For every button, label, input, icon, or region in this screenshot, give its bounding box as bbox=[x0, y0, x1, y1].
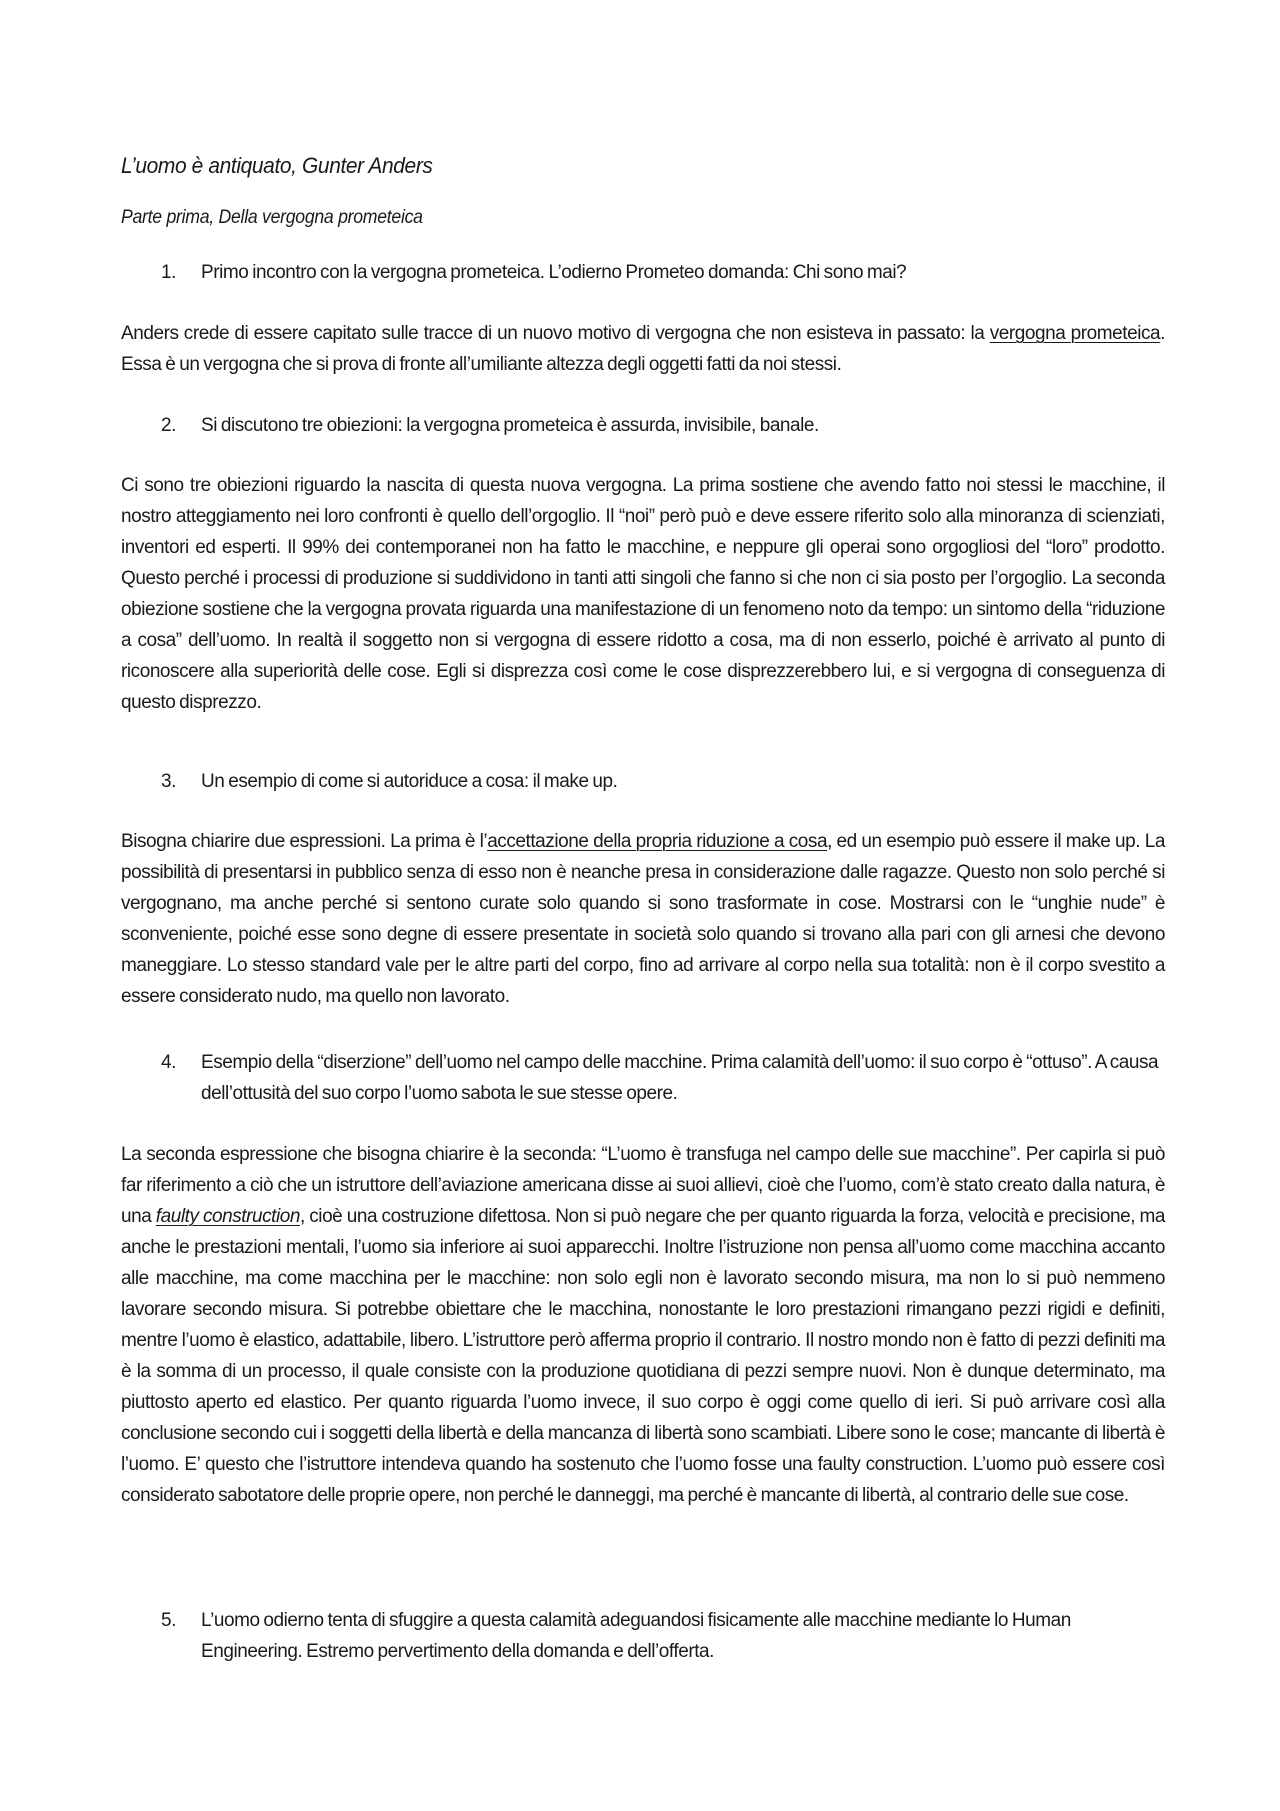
section-paragraph-1 bbox=[121, 318, 1165, 380]
section-number: 2. bbox=[161, 415, 176, 436]
underlined-term: accettazione della propria riduzione a cosa bbox=[487, 831, 828, 852]
section-heading-text: Un esempio di come si autoriduce a cosa: il make up. bbox=[201, 771, 618, 792]
underlined-italic-term: faulty construction bbox=[155, 1206, 300, 1227]
paragraph-text: Bisogna chiarire due espressioni. La prima è l’ bbox=[121, 831, 488, 852]
section-paragraph-2: Ci sono tre obiezioni riguardo la nascita di questa nuova vergogna. La prima sostiene che avendo fatto noi stessi le macchine, il nostro atteggiamento nei loro confronti è quello dell’orgoglio. Il “noi” però può e deve essere riferito solo alla minoranza di scienziati, inventori ed esperti. Il 99% dei contemporanei non ha fatto le macchine, e neppure gli operai sono orgogliosi del “loro” prodotto. Questo perché i processi di produzione si suddividono in tanti atti singoli che fanno si che non ci sia posto per l’orgoglio. La seconda obiezione sostiene che la vergogna provata riguarda una manifestazione di un fenomeno noto da tempo: un sintomo della “riduzione a cosa” dell’uomo. In realtà il soggetto non si vergogna di essere ridotto a cosa, ma di non esserlo, poiché è arrivato al punto di riconoscere alla superiorità delle cose. Egli si disprezza così come le cose disprezzerebbero lui, e si vergogna di conseguenza di questo disprezzo. bbox=[121, 475, 1165, 713]
section-heading-5 bbox=[161, 1605, 1165, 1667]
section-number: 3. bbox=[161, 771, 176, 792]
section-heading-text: Si discutono tre obiezioni: la vergogna prometeica è assurda, invisibile, banale. bbox=[201, 415, 819, 436]
section-number: 1. bbox=[161, 262, 176, 283]
underlined-term: vergogna prometeica bbox=[989, 323, 1161, 344]
section-heading-3 bbox=[161, 766, 1165, 797]
section-paragraph-4 bbox=[121, 1139, 1165, 1511]
paragraph-text: La seconda espressione che bisogna chiarire è la seconda: “L’uomo è transfuga nel campo delle sue macchine”. Per capirla si può far riferimento a ciò che un istruttore dell’aviazione americana disse ai suoi allievi, cioè che l’uomo, com’è stato creato dalla natura, è una bbox=[121, 1144, 1165, 1227]
section-heading-text: Primo incontro con la vergogna prometeica. L’odierno Prometeo domanda: Chi sono mai? bbox=[201, 262, 907, 283]
section-heading-text: L’uomo odierno tenta di sfuggire a questa calamità adeguandosi fisicamente alle macchine mediante lo Human Engineering. Estremo pervertimento della domanda e dell’offerta. bbox=[201, 1610, 1071, 1662]
section-paragraph-3 bbox=[121, 826, 1165, 1012]
section-number: 4. bbox=[161, 1052, 176, 1073]
paragraph-text: . Essa è un vergogna che si prova di fronte all’umiliante altezza degli oggetti fatti da noi stessi. bbox=[121, 323, 1165, 375]
section-heading-1 bbox=[161, 257, 1165, 288]
paragraph-text: , ed un esempio può essere il make up. La possibilità di presentarsi in pubblico senza di esso non è neanche presa in considerazione dalle ragazze. Questo non solo perché si vergognano, ma anche perché si sentono curate solo quando si sono trasformate in cose. Mostrarsi con le “unghie nude” è sconveniente, poiché esse sono degne di essere presentate in società solo quando si trovano alla pari con gli arnesi che devono maneggiare. Lo stesso standard vale per le altre parti del corpo, fino ad arrivare al corpo nella sua totalità: non è il corpo svestito a essere considerato nudo, ma quello non lavorato. bbox=[121, 831, 1165, 1007]
section-heading-text: Esempio della “diserzione” dell’uomo nel campo delle macchine. Prima calamità dell’uomo: il suo corpo è “ottuso”. A causa dell’ottusità del suo corpo l’uomo sabota le sue stesse opere. bbox=[201, 1052, 1159, 1104]
paragraph-text: Anders crede di essere capitato sulle tracce di un nuovo motivo di vergogna che non esisteva in passato: la bbox=[121, 323, 990, 344]
section-number: 5. bbox=[161, 1610, 176, 1631]
section-heading-4 bbox=[161, 1047, 1165, 1109]
document-title: L’uomo è antiquato, Gunter Anders bbox=[121, 153, 433, 178]
document-subtitle: Parte prima, Della vergogna prometeica bbox=[121, 207, 423, 228]
paragraph-text: , cioè una costruzione difettosa. Non si può negare che per quanto riguarda la forza, velocità e precisione, ma anche le prestazioni mentali, l’uomo sia inferiore ai suoi apparecchi. Inoltre l’istruzione non pensa all’uomo come macchina accanto alle macchine, ma come macchina per le macchine: non solo egli non è lavorato secondo misura, ma non lo si può nemmeno lavorare secondo misura. Si potrebbe obiettare che le macchina, nonostante le loro prestazioni rimangano pezzi rigidi e definiti, mentre l’uomo è elastico, adattabile, libero. L’istruttore però afferma proprio il contrario. Il nostro mondo non è fatto di pezzi definiti ma è la somma di un processo, il quale consiste con la produzione quotidiana di pezzi sempre nuovi. Non è dunque determinato, ma piuttosto aperto ed elastico. Per quanto riguarda l’uomo invece, il suo corpo è oggi come quello di ieri. Si può arrivare così alla conclusione secondo cui i soggetti della libertà e della mancanza di libertà sono scambiati. Libere sono le cose; mancante di libertà è l’uomo. E’ questo che l’istruttore intendeva quando ha sostenuto che l’uomo fosse una faulty construction. L’uomo può essere così considerato sabotatore delle proprie opere, non perché le danneggi, ma perché è mancante di libertà, al contrario delle sue cose. bbox=[121, 1206, 1165, 1506]
section-heading-2 bbox=[161, 410, 1165, 441]
